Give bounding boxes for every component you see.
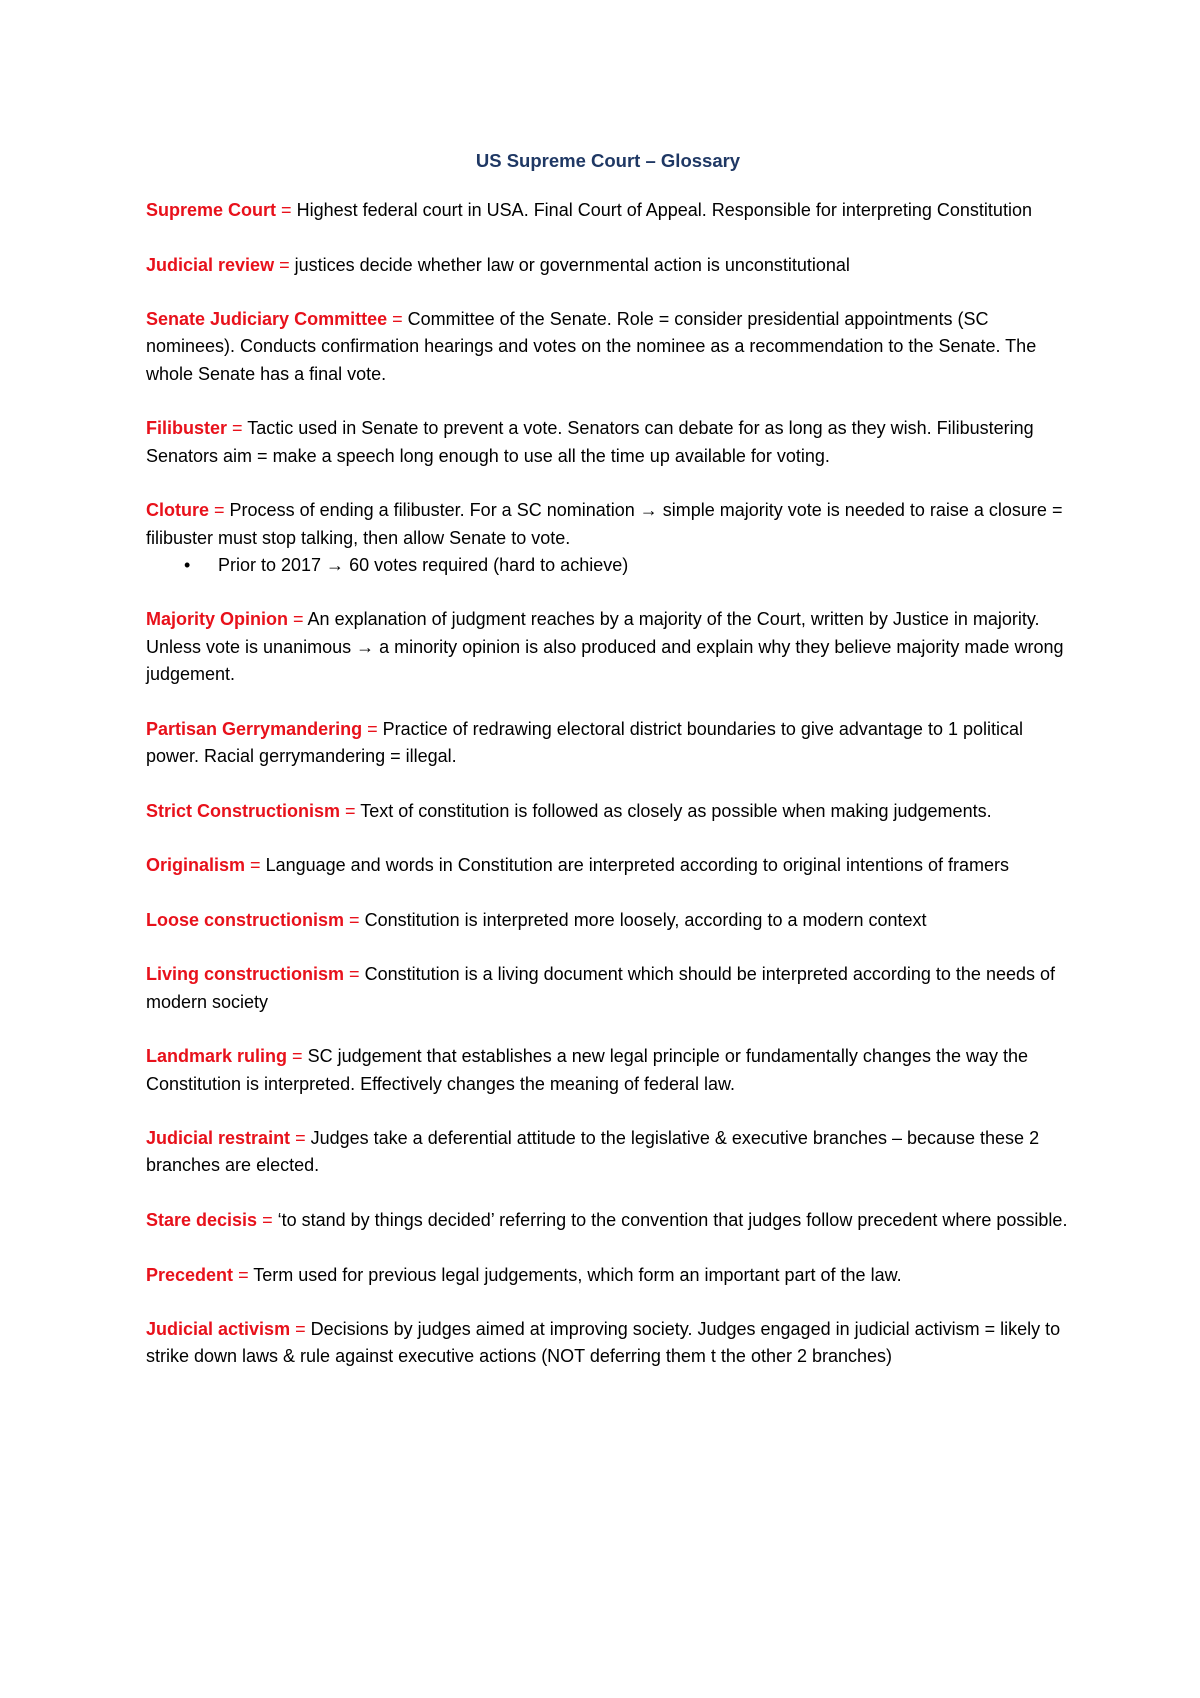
glossary-entry	[146, 497, 1070, 579]
glossary-definition: Tactic used in Senate to prevent a vote. Senators can debate for as long as they wish. Filibustering Senators aim = make a speech long enough to use all the time up available for voting.	[146, 418, 1034, 466]
equals-sign: =	[293, 609, 304, 630]
document-title: US Supreme Court – Glossary	[475, 150, 741, 171]
glossary-term: Partisan Gerrymandering	[146, 718, 363, 739]
glossary-term: Judicial review	[146, 254, 275, 275]
glossary-entry	[146, 798, 1070, 825]
equals-sign: =	[232, 418, 243, 439]
glossary-entry	[146, 252, 1070, 279]
glossary-definition: An explanation of judgment reaches by a majority of the Court, written by Justice in majority. Unless vote is unanimous → a minority opinion is also produced and explain why they believe majority made wrong judgement.	[146, 609, 1064, 685]
glossary-term: Landmark ruling	[146, 1046, 288, 1067]
glossary-term: Judicial restraint	[146, 1128, 291, 1149]
glossary-definition: ‘to stand by things decided’ referring to the convention that judges follow precedent where possible.	[277, 1209, 1068, 1230]
glossary-term: Senate Judiciary Committee	[146, 309, 388, 330]
equals-sign: =	[295, 1319, 306, 1340]
glossary-entry	[146, 1207, 1070, 1234]
glossary-definition: Practice of redrawing electoral district boundaries to give advantage to 1 political power. Racial gerrymandering = illegal.	[146, 718, 1023, 766]
glossary-definition: justices decide whether law or governmental action is unconstitutional	[294, 254, 850, 275]
glossary-entry	[146, 197, 1070, 224]
glossary-entry	[146, 606, 1070, 688]
glossary-term: Originalism	[146, 855, 246, 876]
glossary-entry	[146, 306, 1070, 388]
bullet-list	[146, 552, 1070, 579]
equals-sign: =	[349, 909, 360, 930]
equals-sign: =	[281, 200, 292, 220]
equals-sign: =	[349, 964, 360, 985]
glossary-list	[146, 197, 1070, 1371]
glossary-term: Cloture	[146, 500, 209, 521]
glossary-definition: SC judgement that establishes a new legal principle or fundamentally changes the way the Constitution is interpreted. Effectively changes the meaning of federal law.	[146, 1046, 1029, 1094]
equals-sign: =	[262, 1209, 273, 1230]
glossary-entry	[146, 1043, 1070, 1098]
glossary-definition: Constitution is a living document which should be interpreted according to the needs of modern society	[146, 964, 1055, 1012]
glossary-entry	[146, 907, 1070, 934]
equals-sign: =	[279, 254, 290, 275]
equals-sign: =	[250, 855, 261, 876]
glossary-definition: Text of constitution is followed as closely as possible when making judgements.	[360, 800, 992, 821]
glossary-definition: Committee of the Senate. Role = consider presidential appointments (SC nominees). Conducts confirmation hearings and votes on the nominee as a recommendation to the Senate. The whole Senate has a final vote.	[146, 309, 1037, 384]
glossary-term: Supreme Court	[146, 200, 277, 220]
glossary-entry	[146, 1262, 1070, 1289]
glossary-definition: Language and words in Constitution are interpreted according to original intentions of framers	[265, 855, 1010, 876]
glossary-definition: Decisions by judges aimed at improving society. Judges engaged in judicial activism = likely to strike down laws & rule against executive actions (NOT deferring them t the other 2 branches)	[146, 1319, 1061, 1367]
glossary-term: Precedent	[146, 1264, 234, 1285]
glossary-entry	[146, 1125, 1070, 1180]
glossary-definition: Term used for previous legal judgements, which form an important part of the law.	[253, 1264, 902, 1285]
equals-sign: =	[295, 1128, 306, 1149]
glossary-term: Filibuster	[146, 418, 228, 439]
glossary-entry	[146, 716, 1070, 771]
equals-sign: =	[367, 718, 378, 739]
glossary-term: Living constructionism	[146, 964, 345, 985]
equals-sign: =	[392, 309, 403, 330]
glossary-definition: Process of ending a filibuster. For a SC nomination → simple majority vote is needed to raise a closure = filibuster must stop talking, then allow Senate to vote.	[146, 500, 1063, 548]
equals-sign: =	[345, 800, 356, 821]
glossary-definition: Highest federal court in USA. Final Court of Appeal. Responsible for interpreting Constitution	[296, 200, 1032, 220]
bullet-item: • Prior to 2017 → 60 votes required (hard to achieve)	[184, 552, 1070, 579]
glossary-term: Strict Constructionism	[146, 800, 341, 821]
equals-sign: =	[238, 1264, 249, 1285]
glossary-term: Stare decisis	[146, 1209, 258, 1230]
glossary-term: Judicial activism	[146, 1319, 291, 1340]
equals-sign: =	[292, 1046, 303, 1067]
glossary-entry	[146, 961, 1070, 1016]
glossary-entry	[146, 852, 1070, 879]
glossary-definition: Judges take a deferential attitude to the legislative & executive branches – because these 2 branches are elected.	[146, 1128, 1040, 1176]
glossary-entry	[146, 1316, 1070, 1371]
glossary-term: Majority Opinion	[146, 609, 288, 630]
equals-sign: =	[214, 500, 225, 521]
glossary-definition: Constitution is interpreted more loosely, according to a modern context	[364, 909, 927, 930]
glossary-term: Loose constructionism	[146, 909, 345, 930]
glossary-entry	[146, 415, 1070, 470]
